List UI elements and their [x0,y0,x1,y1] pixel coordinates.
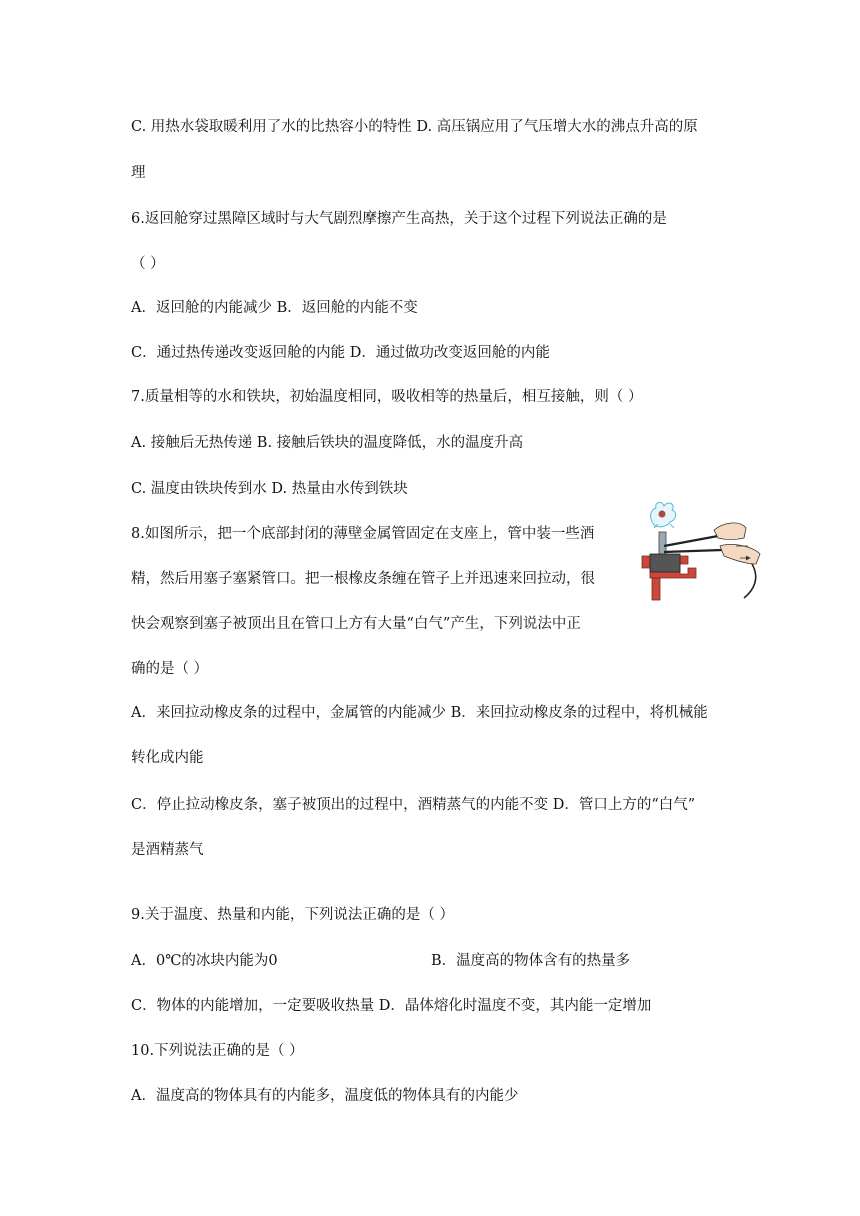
q6-blank: （ ） [131,256,165,272]
q8-stem-1: 8.如图所示，把一个底部封闭的薄壁金属管固定在支座上，管中装一些酒 [131,526,595,542]
stand-icon [642,554,696,600]
q6-option-cd: C．通过热传递改变返回舱的内能 D．通过做功改变返回舱的内能 [131,345,550,361]
q9-option-a: A．0℃的冰块内能为0 [131,953,278,969]
q5-option-cd: C. 用热水袋取暖利用了水的比热容小的特性 D. 高压锅应用了气压增大水的沸点升高的原 [131,119,698,135]
hands-icon [714,523,760,564]
q10-option-a: A．温度高的物体具有的内能多，温度低的物体具有的内能少 [131,1088,519,1104]
q8-stem-2: 精，然后用塞子塞紧管口。把一根橡皮条缠在管子上并迅速来回拉动，很 [131,571,595,587]
q8-stem-3: 快会观察到塞子被顶出且在管口上方有大量“白气”产生，下列说法中正 [131,616,581,632]
q8-stem-4: 确的是（ ） [131,661,209,677]
q8-option-d-cont: 是酒精蒸气 [131,842,204,858]
q8-option-b-cont: 转化成内能 [131,750,204,766]
q9-option-b: B．温度高的物体含有的热量多 [431,953,631,969]
q5-option-d-cont: 理 [131,165,146,181]
q10-stem: 10.下列说法正确的是（ ） [131,1043,304,1059]
q9-stem: 9.关于温度、热量和内能，下列说法正确的是（ ） [131,907,454,923]
rubber-strip-icon [664,536,722,552]
q8-option-ab: A．来回拉动橡皮条的过程中，金属管的内能减少 B．来回拉动橡皮条的过程中，将机械能 [131,705,708,721]
q7-option-ab: A. 接触后无热传递 B. 接触后铁块的温度降低，水的温度升高 [131,435,524,451]
q7-stem: 7.质量相等的水和铁块，初始温度相同，吸收相等的热量后，相互接触，则（ ） [131,389,643,405]
q7-option-cd: C. 温度由铁块传到水 D. 热量由水传到铁块 [131,481,408,497]
white-gas-icon [651,502,676,528]
q8-option-cd: C．停止拉动橡皮条，塞子被顶出的过程中，酒精蒸气的内能不变 D．管口上方的“白气” [131,797,696,813]
q6-stem: 6.返回舱穿过黑障区域时与大气剧烈摩擦产生高热，关于这个过程下列说法正确的是 [131,211,667,227]
q6-option-ab: A．返回舱的内能减少 B．返回舱的内能不变 [131,300,418,316]
q9-option-cd: C．物体的内能增加，一定要吸收热量 D．晶体熔化时温度不变，其内能一定增加 [131,998,652,1014]
tube-experiment-figure [640,498,770,603]
